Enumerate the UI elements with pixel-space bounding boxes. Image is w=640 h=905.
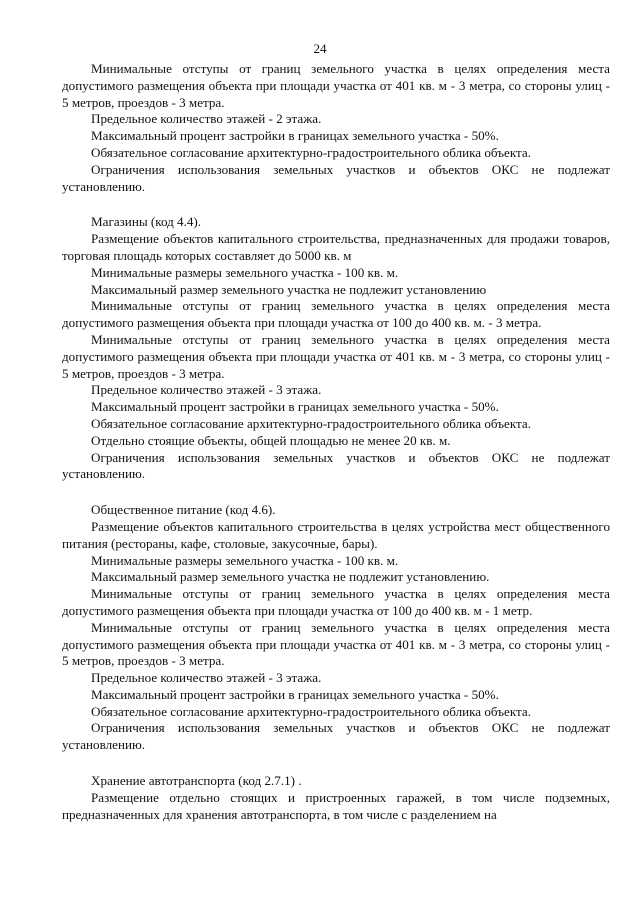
paragraph: Максимальный размер земельного участка не подлежит установлению — [91, 281, 487, 297]
section-shops — [62, 214, 610, 483]
section-heading: Хранение автотранспорта (код 2.7.1) . — [91, 773, 302, 789]
paragraph: Размещение объектов капитального строительства, предназначенных для продажи товаров, торговая площадь которых составляет до 5000 кв. м — [62, 231, 610, 263]
paragraph: Размещение объектов капитального строительства в целях устройства мест общественного питания (рестораны, кафе, столовые, закусочные, бары). — [62, 518, 610, 551]
section-vehicle-storage — [62, 773, 610, 823]
paragraph: Максимальный процент застройки в границах земельного участка - 50%. — [91, 128, 499, 144]
paragraph: Минимальные отступы от границ земельного участка в целях определения места допустимого размещения объекта при площади участка от 401 кв. м - 3 метра, со стороны улиц - 5 метров, проездов - 3 метра. — [62, 619, 610, 669]
paragraph: Минимальные размеры земельного участка - 100 кв. м. — [91, 552, 399, 568]
paragraph: Отдельно стоящие объекты, общей площадью не менее 20 кв. м. — [91, 432, 451, 448]
section-heading: Магазины (код 4.4). — [91, 214, 202, 230]
paragraph: Обязательное согласование архитектурно-градостроительного облика объекта. — [91, 703, 531, 719]
section-heading: Общественное питание (код 4.6). — [91, 502, 276, 518]
paragraph: Предельное количество этажей - 2 этажа. — [91, 111, 322, 127]
paragraph: Обязательное согласование архитектурно-градостроительного облика объекта. — [91, 144, 531, 160]
paragraph: Размещение отдельно стоящих и пристроенных гаражей, в том числе подземных, предназначенных для хранения автотранспорта, в том числе с разделением на — [62, 789, 610, 822]
paragraph: Минимальные отступы от границ земельного участка в целях определения места допустимого размещения объекта при площади участка от 100 до 400 кв. м - 1 метр. — [62, 586, 610, 618]
page-content — [62, 61, 610, 823]
paragraph: Максимальный процент застройки в границах земельного участка - 50%. — [91, 686, 499, 702]
paragraph: Максимальный процент застройки в границах земельного участка - 50%. — [91, 399, 499, 415]
paragraph: Минимальные размеры земельного участка - 100 кв. м. — [91, 264, 399, 280]
section-catering — [62, 502, 610, 754]
page-number: 24 — [313, 41, 327, 56]
paragraph: Обязательное согласование архитектурно-градостроительного облика объекта. — [91, 415, 531, 431]
paragraph: Предельное количество этажей - 3 этажа. — [91, 382, 322, 398]
paragraph: Минимальные отступы от границ земельного участка в целях определения места допустимого размещения объекта при площади участка от 401 кв. м - 3 метра, со стороны улиц - 5 метров, проездов - 3 метра. — [62, 331, 610, 381]
paragraph: Ограничения использования земельных участков и объектов ОКС не подлежат установлению. — [62, 720, 610, 753]
paragraph: Предельное количество этажей - 3 этажа. — [91, 670, 322, 686]
paragraph: Максимальный размер земельного участка не подлежит установлению. — [91, 569, 490, 585]
paragraph: Ограничения использования земельных участков и объектов ОКС не подлежат установлению. — [62, 449, 610, 482]
paragraph: Минимальные отступы от границ земельного участка в целях определения места допустимого размещения объекта при площади участка от 100 до 400 кв. м. - 3 метра. — [62, 298, 610, 331]
paragraph: Минимальные отступы от границ земельного участка в целях определения места допустимого размещения объекта при площади участка от 401 кв. м - 3 метра, со стороны улиц - 5 метров, проездов - 3 метра. — [62, 61, 610, 110]
section-continuation — [62, 61, 610, 195]
paragraph: Ограничения использования земельных участков и объектов ОКС не подлежат установлению. — [62, 161, 610, 194]
